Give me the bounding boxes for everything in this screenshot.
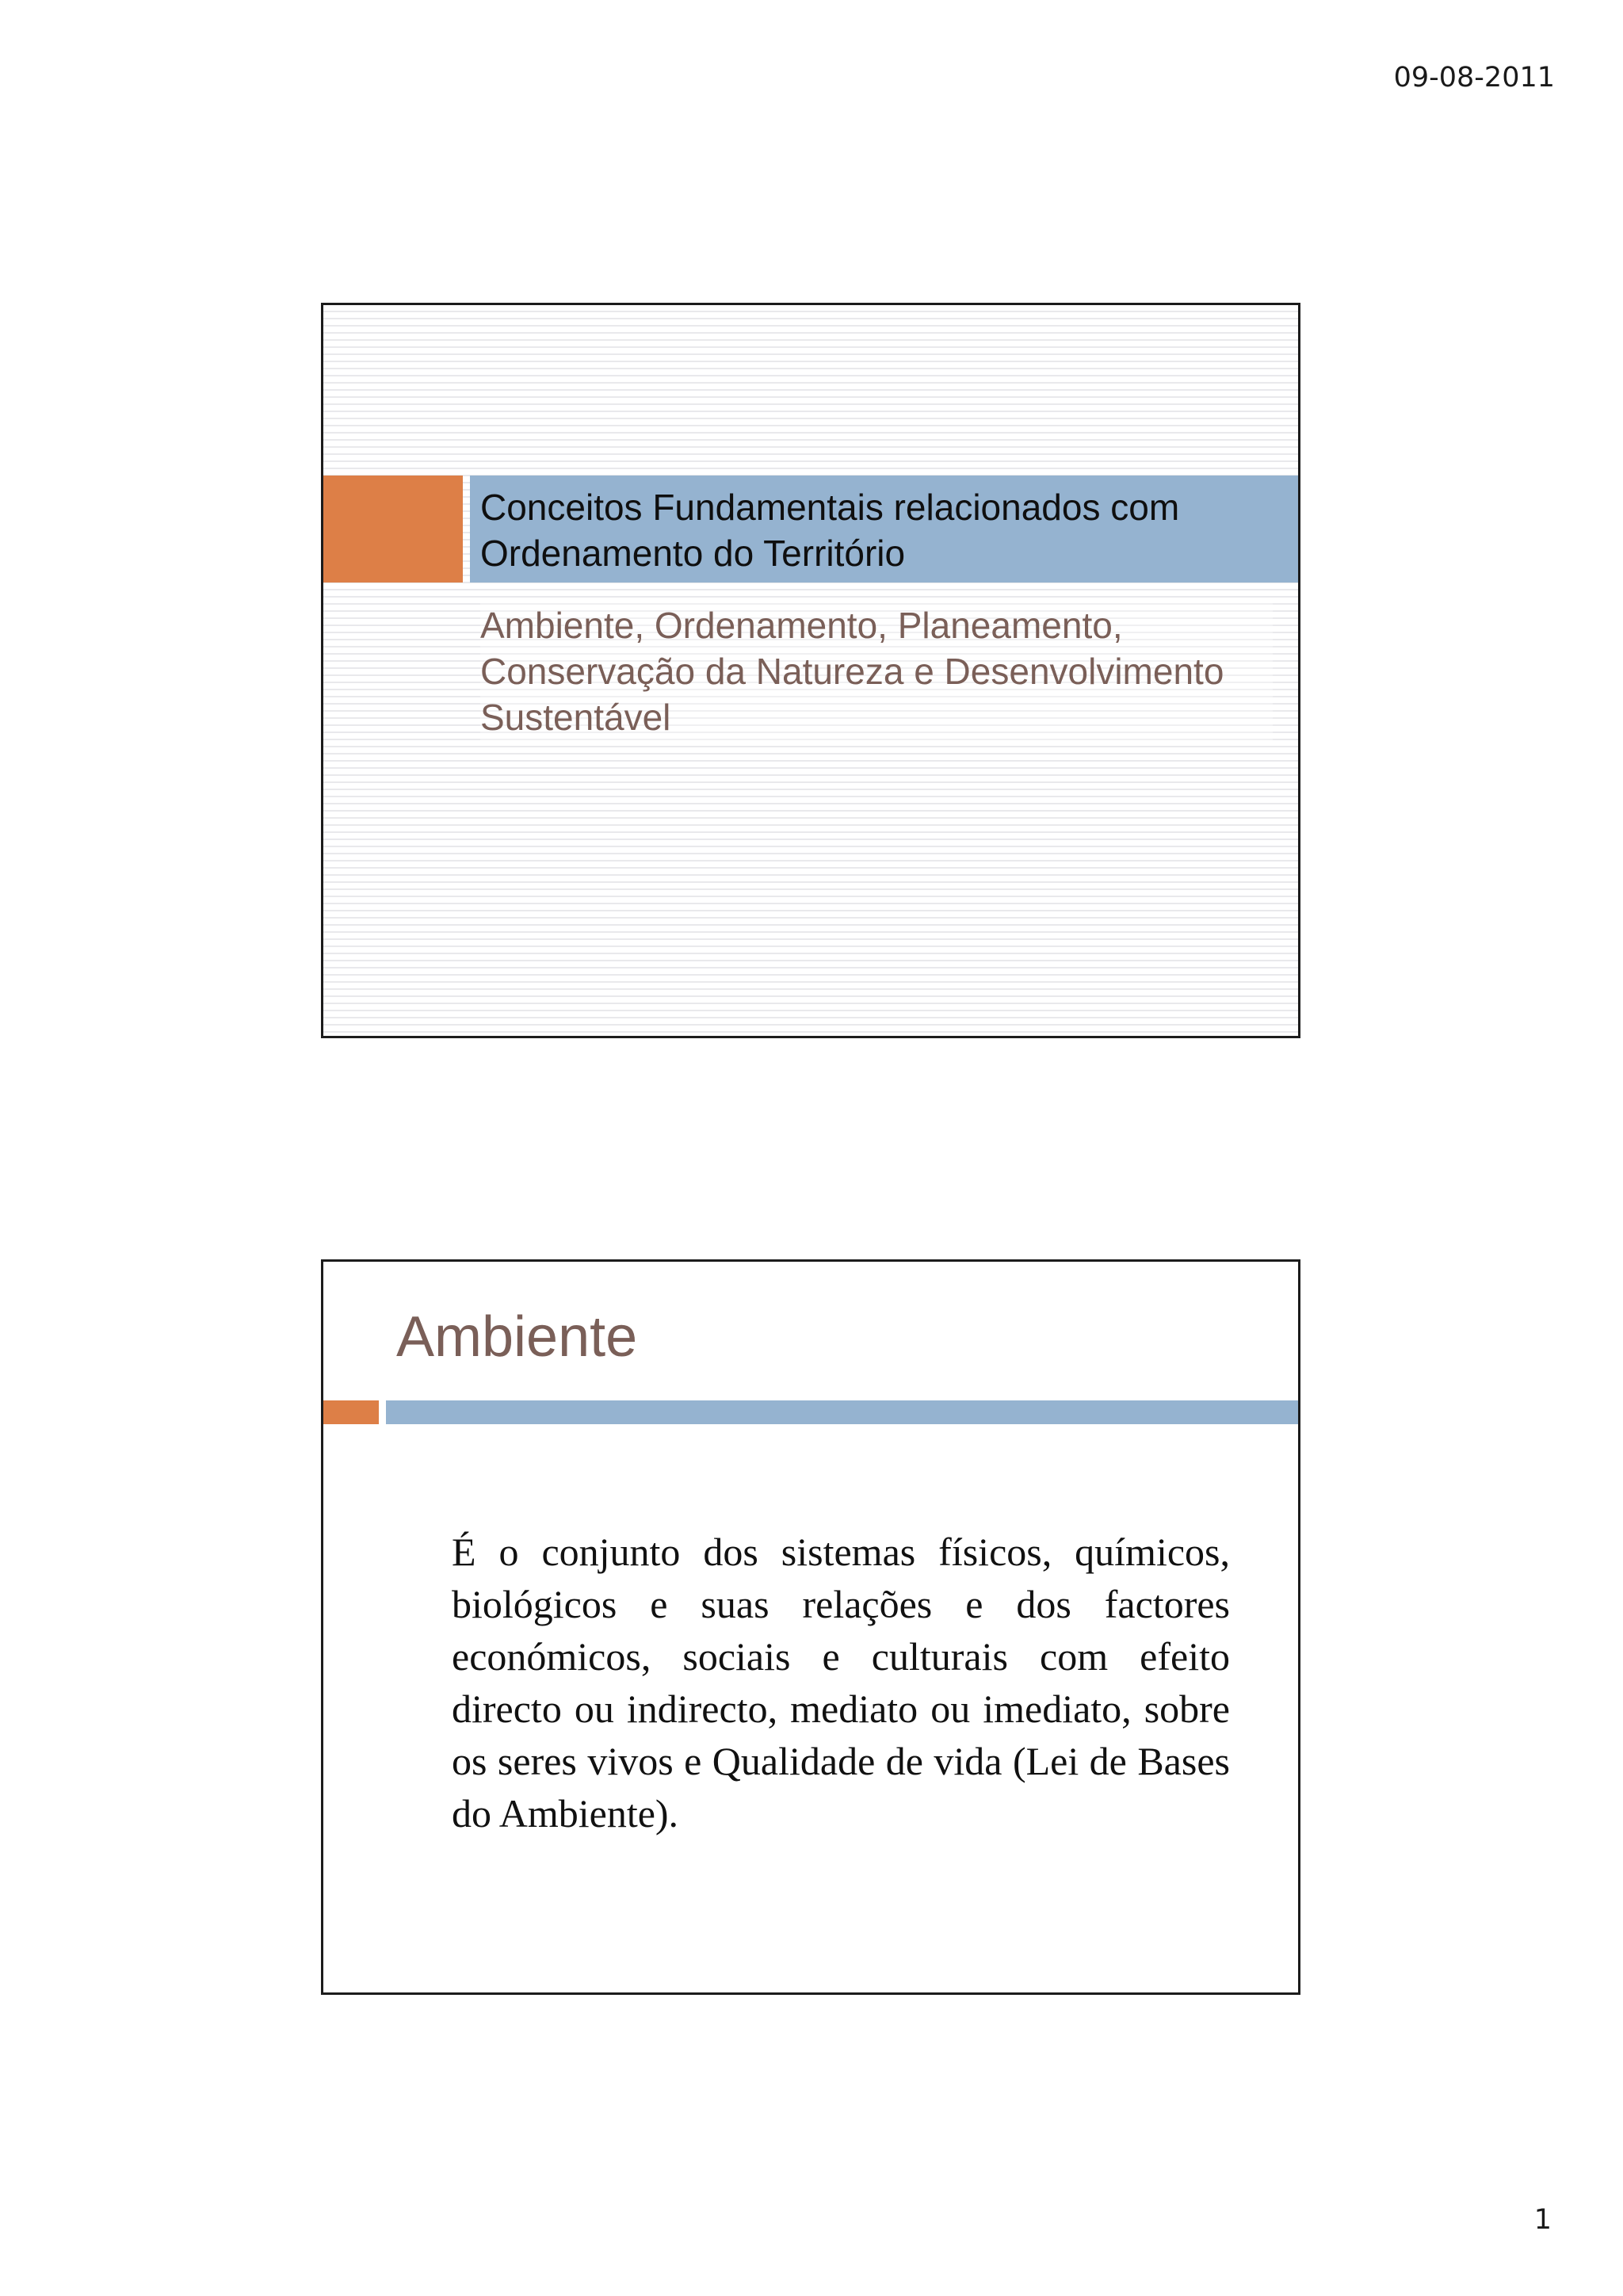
slide-body-text: É o conjunto dos sistemas físicos, químicos, biológicos e suas relações e dos factores económicos, sociais e culturais com efeito directo ou indirecto, mediato ou imediato, sobre os seres vivos e Qualidade de vida (Lei de Bases do Ambiente). [452, 1530, 1230, 1836]
page-number: 1 [1533, 2204, 1552, 2236]
orange-accent-block [323, 476, 463, 583]
orange-accent-bar [323, 1400, 379, 1424]
blue-accent-bar [386, 1400, 1298, 1424]
slide-title: Conceitos Fundamentais relacionados com Ordenamento do Território [480, 487, 1180, 574]
slide-title: Ambiente [396, 1305, 638, 1369]
slide-subtitle: Ambiente, Ordenamento, Planeamento, Conservação da Natureza e Desenvolvimento Sustentável [480, 602, 1273, 740]
slide-thumbnail-2 [321, 1259, 1300, 1995]
slide-thumbnail-1 [321, 303, 1300, 1038]
page-date: 09-08-2011 [1393, 62, 1555, 94]
